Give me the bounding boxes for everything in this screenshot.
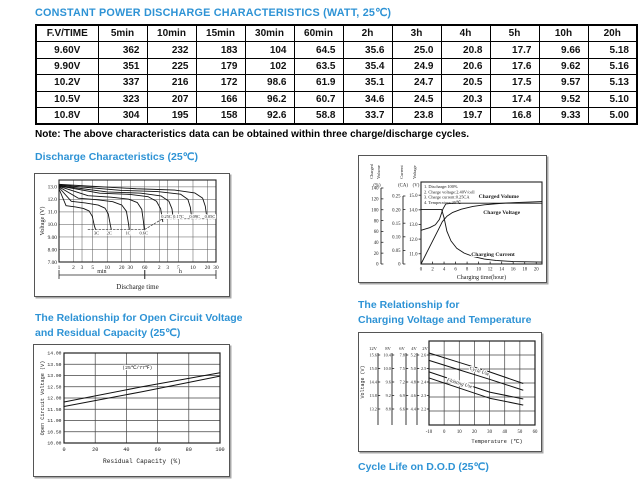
table-header [36, 25, 637, 42]
svg-text:4.6: 4.6 [410, 393, 416, 399]
svg-text:60: 60 [142, 265, 148, 271]
svg-text:13.8: 13.8 [369, 393, 377, 399]
svg-text:50: 50 [517, 430, 523, 435]
svg-text:6: 6 [454, 267, 457, 273]
svg-text:16: 16 [510, 267, 516, 273]
svg-text:13.00: 13.00 [47, 374, 62, 380]
svg-text:Volume: Volume [376, 165, 381, 179]
table-col-header: 30min [245, 25, 294, 42]
table-cell: 183 [196, 42, 245, 58]
svg-text:7.8: 7.8 [399, 352, 405, 358]
svg-text:0: 0 [62, 447, 66, 453]
table-col-header: 3h [392, 25, 441, 42]
svg-text:9.6: 9.6 [385, 379, 391, 385]
svg-text:6V: 6V [399, 346, 405, 351]
svg-text:12.00: 12.00 [47, 396, 62, 402]
svg-text:60: 60 [532, 430, 538, 435]
svg-text:11.0: 11.0 [47, 209, 57, 216]
table-cell: 5.10 [588, 91, 637, 107]
table-cell: 20.6 [441, 58, 490, 74]
svg-text:80: 80 [373, 219, 379, 225]
svg-text:8.00: 8.00 [47, 247, 57, 254]
table-cell: 92.6 [245, 107, 294, 124]
table-cell: 5.18 [588, 42, 637, 58]
svg-text:60: 60 [154, 447, 161, 453]
table-col-header: 5h [490, 25, 539, 42]
discharge-characteristics-chart [34, 173, 230, 297]
table-cell: 24.5 [392, 91, 441, 107]
svg-text:5: 5 [177, 265, 180, 271]
svg-text:13.0: 13.0 [47, 184, 57, 191]
svg-text:Voltage: Voltage [412, 165, 417, 179]
row-voltage-label: 9.60V [36, 42, 98, 58]
table-cell: 232 [147, 42, 196, 58]
svg-text:14.4: 14.4 [369, 379, 377, 385]
svg-text:14: 14 [499, 267, 505, 273]
svg-text:(V): (V) [412, 183, 420, 189]
svg-text:4: 4 [442, 267, 446, 273]
svg-text:3. Charge current:0.25CA: 3. Charge current:0.25CA [424, 194, 470, 200]
svg-text:6.9: 6.9 [399, 393, 405, 399]
table-cell: 216 [147, 75, 196, 91]
svg-text:40: 40 [123, 447, 130, 453]
svg-text:20: 20 [204, 265, 211, 271]
ocv-residual-capacity-chart [33, 344, 230, 477]
page-title: CONSTANT POWER DISCHARGE CHARACTERISTICS (WATT, 25℃) [35, 7, 392, 19]
table-cell: 24.9 [392, 58, 441, 74]
svg-text:Voltage (V): Voltage (V) [39, 206, 46, 236]
table-cell: 5.16 [588, 58, 637, 74]
table-col-header: 10h [539, 25, 588, 42]
svg-text:20: 20 [373, 251, 379, 257]
table-cell: 9.33 [539, 107, 588, 124]
svg-text:60: 60 [373, 230, 379, 236]
svg-text:14.0: 14.0 [409, 208, 418, 214]
row-voltage-label: 10.2V [36, 75, 98, 91]
svg-text:10.00: 10.00 [47, 441, 62, 447]
temp-chart-title-line1: The Relationship for [358, 299, 460, 311]
table-cell: 23.8 [392, 107, 441, 124]
svg-text:(%): (%) [373, 183, 381, 189]
svg-text:(CA): (CA) [398, 183, 408, 189]
svg-text:3: 3 [166, 265, 170, 271]
svg-text:(25℃/77℉): (25℃/77℉) [122, 366, 153, 372]
table-cell: 362 [98, 42, 147, 58]
svg-text:2: 2 [431, 267, 434, 273]
discharge-chart-title: Discharge Characteristics (25℃) [35, 151, 198, 163]
table-cell: 5.13 [588, 75, 637, 91]
svg-text:3: 3 [80, 265, 84, 271]
table-cell: 17.6 [490, 58, 539, 74]
svg-text:5: 5 [91, 265, 95, 271]
table-col-header: 60min [294, 25, 343, 42]
table-cell: 158 [196, 107, 245, 124]
svg-text:11.50: 11.50 [47, 407, 62, 413]
svg-text:0.25: 0.25 [392, 194, 401, 200]
table-body [36, 42, 637, 124]
svg-text:8: 8 [465, 267, 469, 273]
svg-text:15.6: 15.6 [369, 352, 377, 358]
svg-text:Voltage (V): Voltage (V) [360, 365, 366, 399]
table-col-header: 5min [98, 25, 147, 42]
table-col-header: 20h [588, 25, 637, 42]
svg-text:8.8: 8.8 [385, 406, 391, 412]
table-cell: 225 [147, 58, 196, 74]
svg-text:Cycle Use: Cycle Use [468, 366, 490, 378]
table-cell: 5.00 [588, 107, 637, 124]
table-cell: 304 [98, 107, 147, 124]
svg-text:20: 20 [472, 430, 477, 435]
table-cell: 34.6 [343, 91, 392, 107]
table-cell: 166 [196, 91, 245, 107]
cycle-life-title: Cycle Life on D.O.D (25℃) [358, 461, 489, 473]
svg-text:2C: 2C [106, 230, 112, 236]
table-row [36, 42, 637, 58]
table-cell: 17.4 [490, 91, 539, 107]
svg-text:2.4: 2.4 [420, 379, 427, 385]
svg-text:13.0: 13.0 [409, 223, 418, 229]
svg-text:0.6C: 0.6C [139, 230, 148, 236]
svg-text:0.15: 0.15 [392, 221, 401, 227]
svg-text:2.6: 2.6 [420, 352, 427, 358]
row-voltage-label: 10.5V [36, 91, 98, 107]
svg-text:3C: 3C [93, 230, 100, 236]
svg-text:Charging Current: Charging Current [471, 251, 515, 258]
svg-text:0.09C: 0.09C [189, 214, 200, 220]
svg-text:12.50: 12.50 [47, 385, 62, 391]
table-col-header: F.V/TIME [36, 25, 98, 42]
temp-chart-title-line2: Charging Voltage and Temperature [358, 314, 532, 326]
svg-text:2: 2 [72, 265, 75, 271]
table-cell: 33.7 [343, 107, 392, 124]
svg-text:30: 30 [487, 430, 492, 435]
svg-text:Floating Use: Floating Use [446, 378, 473, 391]
svg-text:Residual Capacity (%): Residual Capacity (%) [103, 458, 181, 465]
svg-text:6.6: 6.6 [399, 406, 405, 412]
svg-text:12V: 12V [369, 346, 377, 351]
svg-text:2.2: 2.2 [420, 406, 427, 412]
svg-text:30: 30 [213, 265, 219, 271]
svg-text:1. Discharge:100%: 1. Discharge:100% [424, 184, 458, 189]
svg-text:0: 0 [442, 430, 446, 435]
table-cell: 98.6 [245, 75, 294, 91]
svg-text:1C: 1C [125, 230, 131, 236]
svg-text:Temperature (℃): Temperature (℃) [471, 439, 523, 445]
svg-text:2. Charge voltage:2.40V/cell: 2. Charge voltage:2.40V/cell [424, 189, 475, 195]
table-cell: 351 [98, 58, 147, 74]
svg-text:9.2: 9.2 [385, 393, 391, 399]
table-row [36, 107, 637, 124]
table-row [36, 75, 637, 91]
svg-text:10.0: 10.0 [47, 222, 57, 229]
svg-text:12: 12 [487, 267, 493, 273]
svg-text:h: h [178, 269, 182, 275]
svg-text:100: 100 [371, 208, 379, 214]
svg-text:2V: 2V [422, 346, 428, 351]
svg-text:Open Circuit Voltage (V): Open Circuit Voltage (V) [40, 360, 46, 436]
table-cell: 20.3 [441, 91, 490, 107]
table-cell: 16.8 [490, 107, 539, 124]
table-cell: 179 [196, 58, 245, 74]
table-col-header: 10min [147, 25, 196, 42]
svg-text:10.0: 10.0 [383, 366, 391, 372]
table-cell: 9.66 [539, 42, 588, 58]
svg-text:Discharge time: Discharge time [116, 283, 159, 291]
table-cell: 35.4 [343, 58, 392, 74]
table-cell: 60.7 [294, 91, 343, 107]
svg-text:1: 1 [57, 265, 61, 271]
table-cell: 9.62 [539, 58, 588, 74]
svg-text:2.3: 2.3 [420, 393, 427, 399]
table-cell: 17.7 [490, 42, 539, 58]
svg-text:0.05C: 0.05C [204, 214, 216, 220]
svg-text:-10: -10 [425, 430, 433, 435]
constant-power-discharge-table [35, 24, 638, 125]
row-voltage-label: 10.8V [36, 107, 98, 124]
svg-text:11.00: 11.00 [47, 419, 62, 425]
ocv-chart-svg [34, 345, 229, 476]
svg-text:0: 0 [398, 262, 401, 268]
svg-text:30: 30 [127, 265, 133, 271]
charging-voltage-temperature-chart [358, 332, 542, 452]
table-cell: 63.5 [294, 58, 343, 74]
svg-text:11.0: 11.0 [409, 252, 418, 258]
table-cell: 172 [196, 75, 245, 91]
svg-text:0.20: 0.20 [392, 208, 401, 214]
svg-text:140: 140 [371, 186, 379, 192]
svg-text:4. Temperature:25℃: 4. Temperature:25℃ [424, 199, 461, 205]
svg-text:4.4: 4.4 [410, 406, 416, 412]
table-cell: 25.0 [392, 42, 441, 58]
svg-text:5.2: 5.2 [410, 352, 416, 358]
table-col-header: 2h [343, 25, 392, 42]
table-cell: 35.6 [343, 42, 392, 58]
svg-text:Current: Current [399, 165, 404, 179]
charge-characteristics-chart [358, 155, 547, 283]
ocv-chart-title-line2: and Residual Capacity (25℃) [35, 327, 181, 339]
table-cell: 9.57 [539, 75, 588, 91]
svg-text:Charge Voltage: Charge Voltage [483, 209, 521, 216]
svg-text:min: min [97, 269, 107, 275]
table-row [36, 91, 637, 107]
svg-text:15.0: 15.0 [409, 193, 418, 199]
svg-text:0.10: 0.10 [392, 235, 401, 241]
svg-text:120: 120 [371, 197, 379, 203]
table-header-row [36, 25, 637, 42]
svg-text:0.25C: 0.25C [161, 214, 172, 220]
table-cell: 9.52 [539, 91, 588, 107]
svg-text:18: 18 [522, 267, 528, 273]
table-cell: 58.8 [294, 107, 343, 124]
table-cell: 64.5 [294, 42, 343, 58]
svg-text:Charged Volume: Charged Volume [478, 194, 519, 201]
svg-text:14.00: 14.00 [47, 351, 62, 357]
svg-text:0: 0 [419, 267, 423, 273]
table-cell: 20.8 [441, 42, 490, 58]
svg-text:2: 2 [157, 265, 161, 271]
svg-text:8V: 8V [385, 346, 391, 351]
table-note: Note: The above characteristics data can be obtained within three charge/discharge cycles. [35, 129, 470, 140]
table-cell: 61.9 [294, 75, 343, 91]
table-cell: 19.7 [441, 107, 490, 124]
table-cell: 17.5 [490, 75, 539, 91]
svg-text:0: 0 [376, 262, 379, 268]
svg-text:15.0: 15.0 [369, 366, 377, 372]
svg-text:7.2: 7.2 [399, 379, 405, 385]
svg-text:4V: 4V [411, 346, 417, 351]
svg-text:40: 40 [373, 240, 379, 246]
ocv-chart-title-line1: The Relationship for Open Circuit Voltage [35, 312, 243, 324]
svg-text:12.0: 12.0 [47, 197, 57, 204]
svg-text:7.5: 7.5 [399, 366, 405, 372]
table-cell: 337 [98, 75, 147, 91]
table-cell: 20.5 [441, 75, 490, 91]
table-col-header: 15min [196, 25, 245, 42]
row-voltage-label: 9.90V [36, 58, 98, 74]
svg-text:20: 20 [92, 447, 99, 453]
svg-text:20: 20 [533, 267, 539, 273]
svg-text:10.4: 10.4 [383, 352, 391, 358]
table-cell: 207 [147, 91, 196, 107]
svg-text:2.5: 2.5 [420, 366, 427, 372]
charge-chart-svg [359, 156, 546, 282]
table-cell: 195 [147, 107, 196, 124]
table-cell: 102 [245, 58, 294, 74]
svg-text:80: 80 [185, 447, 192, 453]
svg-text:5.0: 5.0 [410, 366, 416, 372]
table-col-header: 4h [441, 25, 490, 42]
svg-text:13.50: 13.50 [47, 362, 62, 368]
svg-text:Charging time(hour): Charging time(hour) [456, 275, 507, 281]
discharge-chart-svg [35, 174, 229, 296]
svg-text:10: 10 [104, 265, 110, 271]
table-row [36, 58, 637, 74]
table-cell: 35.1 [343, 75, 392, 91]
svg-text:Charged: Charged [369, 163, 374, 179]
svg-text:10: 10 [476, 267, 482, 273]
svg-text:10: 10 [190, 265, 196, 271]
svg-text:12.0: 12.0 [409, 237, 418, 243]
svg-text:4.8: 4.8 [410, 379, 416, 385]
svg-text:20: 20 [119, 265, 125, 271]
svg-text:10: 10 [456, 430, 462, 435]
svg-text:0.05: 0.05 [392, 249, 401, 255]
table-cell: 104 [245, 42, 294, 58]
svg-text:7.00: 7.00 [47, 259, 57, 266]
svg-text:40: 40 [502, 430, 508, 435]
svg-text:10.50: 10.50 [47, 430, 62, 436]
svg-text:13.2: 13.2 [369, 406, 377, 412]
table-cell: 96.2 [245, 91, 294, 107]
temp-chart-svg [359, 333, 541, 451]
table-cell: 323 [98, 91, 147, 107]
table-cell: 24.7 [392, 75, 441, 91]
svg-text:100: 100 [215, 447, 225, 453]
svg-text:0.17C: 0.17C [173, 214, 184, 220]
svg-text:9.00: 9.00 [47, 234, 57, 241]
